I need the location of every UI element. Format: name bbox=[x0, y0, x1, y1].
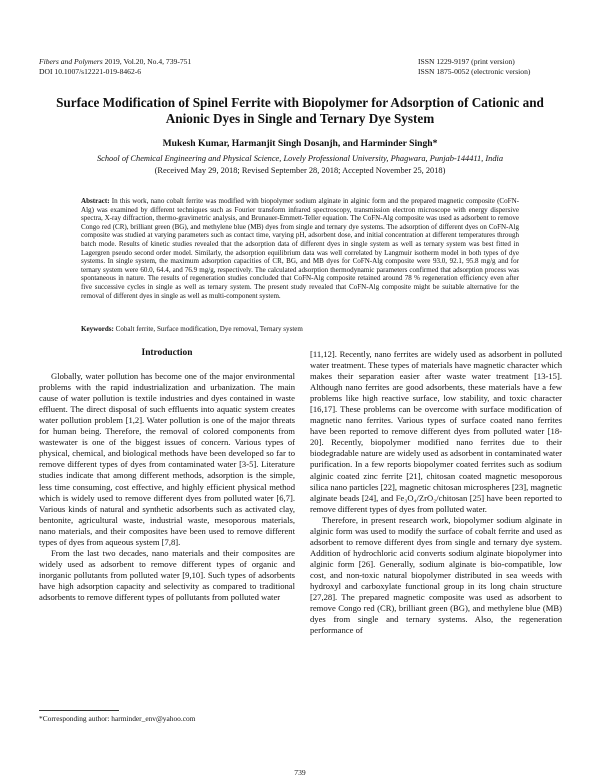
footnote-rule bbox=[39, 710, 119, 711]
abstract-label: Abstract: bbox=[81, 197, 110, 205]
issn-print: ISSN 1229-9197 (print version) bbox=[418, 57, 515, 66]
authors: Mukesh Kumar, Harmanjit Singh Dosanjh, and Harminder Singh* bbox=[162, 138, 438, 149]
paragraph: Globally, water pollution has become one of the major environmental problems with the rapid industrialization and urbanization. The main cause of water pollution is textile industries and dyes contained in waste effluent. The direct disposal of such effluents into aquatic system creates water pollution problem [1,2]. Water pollution is one of the major threats for human being. Therefore, the removal of colored components from wastewater is one of the biggest issues of concern. Various types of physical, chemical, and biological methods have been developed so far to remove different types of dyes from contaminated water [3-5]. Literature studies indicate that among different methods, adsorption is the simple, less time consuming, cost effective, and highly efficient physical method which is widely used to remove different dyes from polluted water [6,7]. Various kinds of natural and synthetic adsorbents such as activated clay, bentonite, agricultural waste, industrial waste, mesoporous materials, nano materials, and their composites have been used to remove different types of dyes from aqueous system [7,8]. bbox=[39, 371, 295, 547]
volume-info: 2019, Vol.20, No.4, 739-751 bbox=[104, 57, 192, 66]
dates: (Received May 29, 2018; Revised September 28, 2018; Accepted November 25, 2018) bbox=[154, 166, 446, 175]
keywords-text: Cobalt ferrite, Surface modification, Dye removal, Ternary system bbox=[115, 325, 303, 333]
affiliation: School of Chemical Engineering and Physical Science, Lovely Professional University, Phagwara, Punjab-144411, India bbox=[96, 154, 504, 163]
journal-name: Fibers and Polymers bbox=[39, 57, 103, 66]
paragraph: From the last two decades, nano materials and their composites are widely used as adsorbent to remove different types of organic and inorganic pollutants from polluted water [9,10]. Such types of adsorbents have high adsorption capacity and selectivity as compared to traditional adsorbents to remove different types of pollutants from polluted water bbox=[39, 547, 295, 602]
paragraph: Therefore, in present research work, biopolymer sodium alginate in alginic form was used to modify the surface of cobalt ferrite and used as adsorbent to remove different dyes from single and ternary dye system. Addition of hydrochloric acid converts sodium alginate biopolymer into alginic form [26]. Generally, sodium alginate is bio-compatible, low cost, and non-toxic natural biopolymer distributed in sea weeds with hydroxyl and carboxylate functional group in its long chain structure [27,28]. The prepared magnetic composite was used as adsorbent to remove Congo red (CR), brilliant green (BG), and methylene blue (MB) dyes from single and ternary systems. Also, the regeneration performance of bbox=[310, 514, 562, 636]
section-title: Introduction bbox=[141, 348, 193, 358]
keywords bbox=[81, 325, 519, 333]
abstract bbox=[81, 197, 519, 300]
footnote: *Corresponding author: harminder_env@yahoo.com bbox=[39, 714, 196, 723]
abstract-text: In this work, nano cobalt ferrite was modified with biopolymer sodium alginate in alginic form and the prepared magnetic composite (CoFN-Alg) was examined by different techniques such as Fourier transform infrared spectroscopy, transmission electron microscope with energy dispersive spectra, X-ray diffraction, thermo-gravimetric analysis, and Brunauer-Emmett-Teller equation. The CoFN-Alg composite was used as adsorbent to remove Congo red (CR), brilliant green (BG), and methylene blue (MB) dyes from single and ternary dye systems. The adsorption of different dyes on CoFN-Alg composite was studied at varying parameters such as contact time, varying pH, adsorbent dose, and initial concentration at different temperatures through batch mode. Results of kinetic studies revealed that the adsorption data of different dyes in single system as well as ternary system was best fitted in Lagergren pseudo second order model. Similarly, the adsorption equilibrium data was well correlated by Langmuir isotherm model in both types of dye systems. In single system, the maximum adsorption capacities of CR, BG, and MB dyes for CoFN-Alg composite were 93.0, 92.1, 95.8 mg/g and for ternary system were 60.0, 64.4, and 76.9 mg/g, respectively. The calculated adsorption thermodynamic parameters confirmed that adsorption process was spontaneous in nature. The results of regeneration studies concluded that CoFN-Alg composite retained around 78 % regeneration efficiency even after five successive cycles in single as well as ternary system. The present study revealed that CoFN-Alg composite might be suitable alternative for the removal of different dyes in single as well as multi-component system. bbox=[81, 197, 520, 300]
page-number: 739 bbox=[294, 768, 306, 777]
left-column bbox=[39, 345, 295, 603]
paper-title: Surface Modification of Spinel Ferrite with Biopolymer for Adsorption of Cationic and Anionic Dyes in Single and Ternary Dye System bbox=[56, 95, 544, 126]
keywords-label: Keywords: bbox=[81, 325, 114, 333]
doi: DOI 10.1007/s12221-019-8462-6 bbox=[39, 67, 142, 76]
issn-electronic: ISSN 1875-0052 (electronic version) bbox=[418, 67, 531, 76]
journal-header-right bbox=[418, 57, 530, 77]
journal-header-left bbox=[39, 57, 191, 77]
paragraph: [11,12]. Recently, nano ferrites are widely used as adsorbent in polluted water treatment. These types of materials have magnetic character which makes their separation easier after waste water treatment [13-15]. Although nano ferrites are good adsorbents, these materials have a few problems like high reactive surface, low stability, and toxic character [16,17]. These problems can be overcome with surface modification of magnetic nano ferrites. Various types of surface coated nano ferrites have been reported to remove different dyes from polluted water [18-20]. Recently, biopolymer modified nano ferrites due to their biodegradable nature are widely used as adsorbent in contaminated water purification. In a few reports biopolymer coated ferrites such as sodium alginic coated zinc ferrite [21], chitosan coated magnetic mesoporous silica nano particles [22], magnetic chitosan microspheres [23], magnetic alginate beads [24], and Fe₃O₄/ZrO₂/chitosan [25] have been reported to remove different types of dyes from polluted water. bbox=[310, 349, 562, 514]
right-column bbox=[310, 349, 562, 636]
